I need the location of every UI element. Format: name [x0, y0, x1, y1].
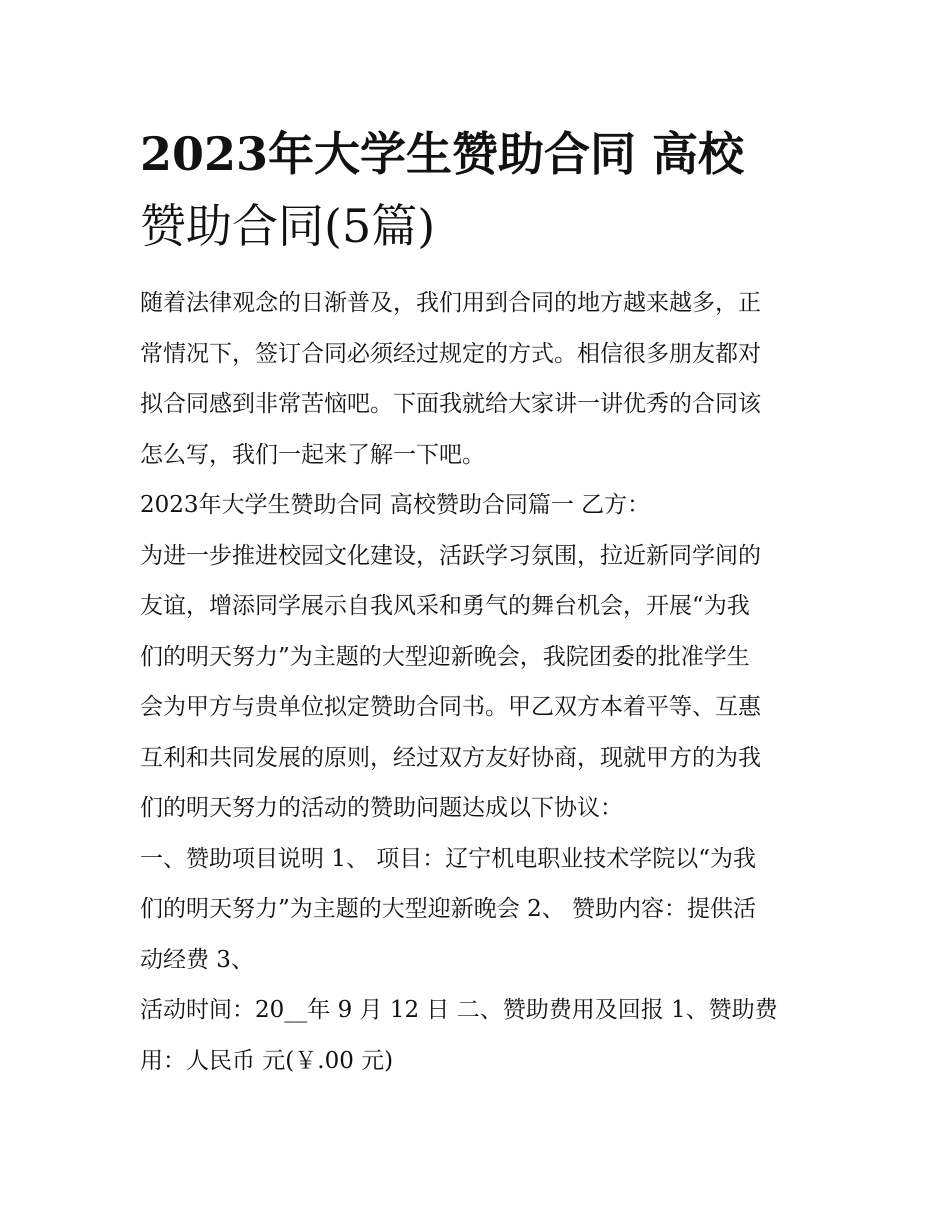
intro-paragraph	[140, 278, 820, 480]
text-line: 为进一步推进校园文化建设，活跃学习氛围，拉近新同学间的	[140, 542, 761, 569]
text-line: 动经费 3、	[140, 946, 254, 973]
document-title	[140, 118, 820, 262]
text-line: 随着法律观念的日渐普及，我们用到合同的地方越来越多，正	[140, 290, 761, 316]
text-line: 2023年大学生赞助合同 高校赞助合同篇一 乙方：	[140, 492, 651, 518]
text-line: 互利和共同发展的原则，经过双方友好协商，现就甲方的为我	[140, 744, 761, 771]
text-line: 活动时间：20__年 9 月 12 日 二、赞助费用及回报 1、赞助费	[140, 997, 778, 1023]
text-line: 会为甲方与贵单位拟定赞助合同书。甲乙双方本着平等、互惠	[140, 694, 761, 720]
text-line: 常情况下，签订合同必须经过规定的方式。相信很多朋友都对	[140, 340, 761, 367]
text-line: 用：人民币 元(￥.00 元)	[140, 1047, 394, 1074]
document-body	[140, 278, 820, 1086]
text-line: 怎么写，我们一起来了解一下吧。	[140, 441, 485, 468]
title-line-1: 2023年大学生赞助合同 高校	[140, 127, 745, 181]
project-description-paragraph	[140, 834, 820, 986]
text-line: 友谊，增添同学展示自我风采和勇气的舞台机会，开展“为我	[140, 593, 750, 619]
text-line: 们的明天努力”为主题的大型迎新晚会 2、 赞助内容：提供活	[140, 896, 757, 922]
preamble-paragraph	[140, 531, 820, 834]
text-line: 一、赞助项目说明 1、 项目：辽宁机电职业技术学院以“为我	[140, 845, 757, 872]
title-line-2: 赞助合同(5篇)	[140, 199, 436, 253]
text-line: 们的明天努力”为主题的大型迎新晚会，我院团委的批准学生	[140, 643, 750, 670]
section-heading-paragraph	[140, 480, 820, 531]
activity-time-paragraph	[140, 985, 820, 1086]
text-line: 拟合同感到非常苦恼吧。下面我就给大家讲一讲优秀的合同该	[140, 391, 761, 417]
text-line: 们的明天努力的活动的赞助问题达成以下协议：	[140, 795, 623, 821]
